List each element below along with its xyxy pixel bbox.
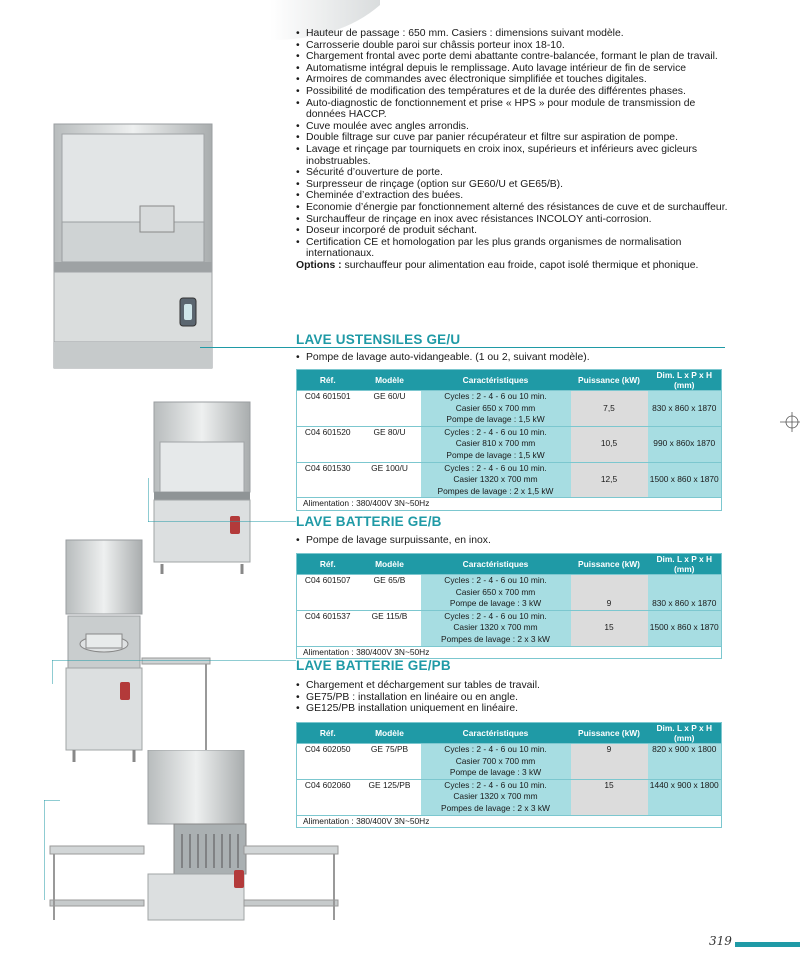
feature-item: • Armoires de commandes avec électronique simplifiée et touches digitales. <box>296 74 736 86</box>
feature-item: • Doseur incorporé de produit séchant. <box>296 225 736 237</box>
cell-ref: C04 602060 <box>297 779 359 791</box>
table-row <box>297 474 722 486</box>
cell-carac: Casier 700 x 700 mm <box>421 756 571 768</box>
cell-power: 12,5 <box>571 474 648 486</box>
power-supply-note: Alimentation : 380/400V 3N~50Hz <box>297 815 722 828</box>
col-header-carac: Caractéristiques <box>421 723 571 744</box>
cell-carac: Casier 650 x 700 mm <box>421 403 571 415</box>
table-row <box>297 610 722 622</box>
table-row <box>297 450 722 462</box>
feature-item: • Chargement frontal avec porte demi abattante contre-balancée, formant le plan de travail. <box>296 51 736 63</box>
feature-list <box>296 28 736 271</box>
table-footer-row <box>297 815 722 828</box>
section-bullet: • Pompe de lavage auto-vidangeable. (1 ou 2, suivant modèle). <box>296 352 590 364</box>
cell-model: GE 65/B <box>359 575 421 587</box>
cell-carac: Cycles : 2 - 4 - 6 ou 10 min. <box>421 575 571 587</box>
cell-power: 9 <box>571 598 648 610</box>
table-row <box>297 791 722 803</box>
feature-item: • Possibilité de modification des températures et de la durée des différentes phases. <box>296 86 736 98</box>
cell-model: GE 75/PB <box>359 744 421 756</box>
col-header-ref: Réf. <box>297 554 359 575</box>
cell-dim: 1500 x 860 x 1870 <box>648 474 722 486</box>
crop-mark-icon <box>780 412 800 432</box>
table-footer-row <box>297 646 722 659</box>
cell-carac: Cycles : 2 - 4 - 6 ou 10 min. <box>421 391 571 403</box>
table-header-row <box>297 723 722 744</box>
cell-model: GE 100/U <box>359 462 421 474</box>
table-row <box>297 391 722 403</box>
col-header-ref: Réf. <box>297 723 359 744</box>
cell-carac: Pompe de lavage : 3 kW <box>421 598 571 610</box>
cell-carac: Casier 1320 x 700 mm <box>421 791 571 803</box>
spec-table-ge-u <box>296 369 722 511</box>
col-header-dim: Dim. L x P x H (mm) <box>648 723 722 744</box>
col-header-power: Puissance (kW) <box>571 370 648 391</box>
cell-dim: 1440 x 900 x 1800 <box>648 779 722 791</box>
section-bullet: • GE75/PB : installation en linéaire ou en angle. <box>296 692 540 704</box>
spec-table-ge-pb <box>296 722 722 828</box>
cell-carac: Cycles : 2 - 4 - 6 ou 10 min. <box>421 744 571 756</box>
table-footer-row <box>297 498 722 511</box>
dishwasher-ge-u-photo <box>40 122 215 370</box>
cell-model: GE 60/U <box>359 391 421 403</box>
connector-line <box>44 800 60 900</box>
table-row <box>297 756 722 768</box>
table-row <box>297 634 722 646</box>
feature-item: • Double filtrage sur cuve par panier récupérateur et filtre sur aspiration de pompe. <box>296 132 736 144</box>
cell-dim: 1500 x 860 x 1870 <box>648 622 722 634</box>
cell-ref: C04 601507 <box>297 575 359 587</box>
page-number-bar <box>735 942 800 947</box>
section-bullets <box>296 535 491 547</box>
section-bullet: • Pompe de lavage surpuissante, en inox. <box>296 535 491 547</box>
cell-ref: C04 602050 <box>297 744 359 756</box>
col-header-dim: Dim. L x P x H (mm) <box>648 554 722 575</box>
cell-carac: Cycles : 2 - 4 - 6 ou 10 min. <box>421 610 571 622</box>
cell-carac: Casier 1320 x 700 mm <box>421 622 571 634</box>
cell-model: GE 80/U <box>359 426 421 438</box>
feature-item: • Cheminée d’extraction des buées. <box>296 190 736 202</box>
cell-ref: C04 601530 <box>297 462 359 474</box>
feature-item: • Cuve moulée avec angles arrondis. <box>296 121 736 133</box>
options-label: Options : <box>296 259 342 271</box>
feature-item: • Carrosserie double paroi sur châssis porteur inox 18-10. <box>296 40 736 52</box>
table-row <box>297 803 722 815</box>
cell-ref: C04 601537 <box>297 610 359 622</box>
table-row <box>297 779 722 791</box>
feature-item: • Certification CE et homologation par les plus grands organismes de normalisation internationaux. <box>296 237 736 260</box>
table-row <box>297 438 722 450</box>
col-header-model: Modèle <box>359 370 421 391</box>
cell-carac: Casier 1320 x 700 mm <box>421 474 571 486</box>
cell-dim: 820 x 900 x 1800 <box>648 744 722 756</box>
table-row <box>297 587 722 599</box>
feature-item: • Surchauffeur de rinçage en inox avec résistances INCOLOY anti-corrosion. <box>296 214 736 226</box>
cell-ref: C04 601520 <box>297 426 359 438</box>
cell-power: 9 <box>571 744 648 756</box>
section-title-ge-pb: LAVE BATTERIE GE/PB <box>296 658 451 673</box>
section-bullets <box>296 352 590 364</box>
col-header-model: Modèle <box>359 554 421 575</box>
table-row <box>297 426 722 438</box>
power-supply-note: Alimentation : 380/400V 3N~50Hz <box>297 498 722 511</box>
cell-carac: Pompes de lavage : 2 x 1,5 kW <box>421 486 571 498</box>
table-header-row <box>297 370 722 391</box>
cell-carac: Pompes de lavage : 2 x 3 kW <box>421 634 571 646</box>
col-header-dim: Dim. L x P x H (mm) <box>648 370 722 391</box>
cell-carac: Pompe de lavage : 1,5 kW <box>421 414 571 426</box>
dishwasher-ge-b-open-photo <box>56 538 212 770</box>
feature-item: • Hauteur de passage : 650 mm. Casiers : dimensions suivant modèle. <box>296 28 736 40</box>
cell-power: 10,5 <box>571 438 648 450</box>
options-body: surchauffeur pour alimentation eau froide, capot isolé thermique et phonique. <box>341 259 699 271</box>
cell-ref: C04 601501 <box>297 391 359 403</box>
col-header-carac: Caractéristiques <box>421 554 571 575</box>
table-row <box>297 414 722 426</box>
cell-model: GE 115/B <box>359 610 421 622</box>
table-row <box>297 575 722 587</box>
col-header-carac: Caractéristiques <box>421 370 571 391</box>
col-header-power: Puissance (kW) <box>571 723 648 744</box>
feature-item: • Sécurité d’ouverture de porte. <box>296 167 736 179</box>
section-bullet: • GE125/PB installation uniquement en linéaire. <box>296 703 540 715</box>
table-header-row <box>297 554 722 575</box>
table-row <box>297 622 722 634</box>
cell-carac: Casier 810 x 700 mm <box>421 438 571 450</box>
cell-carac: Casier 650 x 700 mm <box>421 587 571 599</box>
cell-power: 15 <box>571 779 648 791</box>
cell-carac: Cycles : 2 - 4 - 6 ou 10 min. <box>421 426 571 438</box>
cell-carac: Pompes de lavage : 2 x 3 kW <box>421 803 571 815</box>
cell-carac: Cycles : 2 - 4 - 6 ou 10 min. <box>421 779 571 791</box>
table-row <box>297 403 722 415</box>
feature-item: • Automatisme intégral depuis le remplissage. Auto lavage intérieur de fin de service <box>296 63 736 75</box>
options-text <box>296 260 736 272</box>
table-row <box>297 744 722 756</box>
col-header-power: Puissance (kW) <box>571 554 648 575</box>
cell-model: GE 125/PB <box>359 779 421 791</box>
feature-item: • Economie d’énergie par fonctionnement alterné des résistances de cuve et de surchauffeur. <box>296 202 736 214</box>
cell-dim: 990 x 860x 1870 <box>648 438 722 450</box>
power-supply-note: Alimentation : 380/400V 3N~50Hz <box>297 646 722 659</box>
table-row <box>297 486 722 498</box>
section-title-ge-b: LAVE BATTERIE GE/B <box>296 514 442 529</box>
col-header-model: Modèle <box>359 723 421 744</box>
feature-item: • Auto-diagnostic de fonctionnement et prise « HPS » pour module de transmission de données HACCP. <box>296 98 736 121</box>
table-row <box>297 598 722 610</box>
section-title-ge-u: LAVE USTENSILES GE/U <box>296 332 461 347</box>
section-bullets <box>296 680 540 715</box>
spec-table-ge-b <box>296 553 722 659</box>
cell-carac: Pompe de lavage : 1,5 kW <box>421 450 571 462</box>
cell-power: 15 <box>571 622 648 634</box>
page-number: 319 <box>709 934 732 948</box>
connector-line <box>52 660 296 684</box>
cell-carac: Pompe de lavage : 3 kW <box>421 767 571 779</box>
table-row <box>297 462 722 474</box>
connector-line <box>148 478 296 522</box>
cell-dim: 830 x 860 x 1870 <box>648 403 722 415</box>
cell-power: 7,5 <box>571 403 648 415</box>
cell-dim: 830 x 860 x 1870 <box>648 598 722 610</box>
table-row <box>297 767 722 779</box>
feature-item: • Surpresseur de rinçage (option sur GE60/U et GE65/B). <box>296 179 736 191</box>
feature-item: • Lavage et rinçage par tourniquets en croix inox, supérieurs et inférieurs avec gicleurs inobstruables. <box>296 144 736 167</box>
cell-carac: Cycles : 2 - 4 - 6 ou 10 min. <box>421 462 571 474</box>
section-bullet: • Chargement et déchargement sur tables de travail. <box>296 680 540 692</box>
section-rule <box>200 347 725 348</box>
col-header-ref: Réf. <box>297 370 359 391</box>
